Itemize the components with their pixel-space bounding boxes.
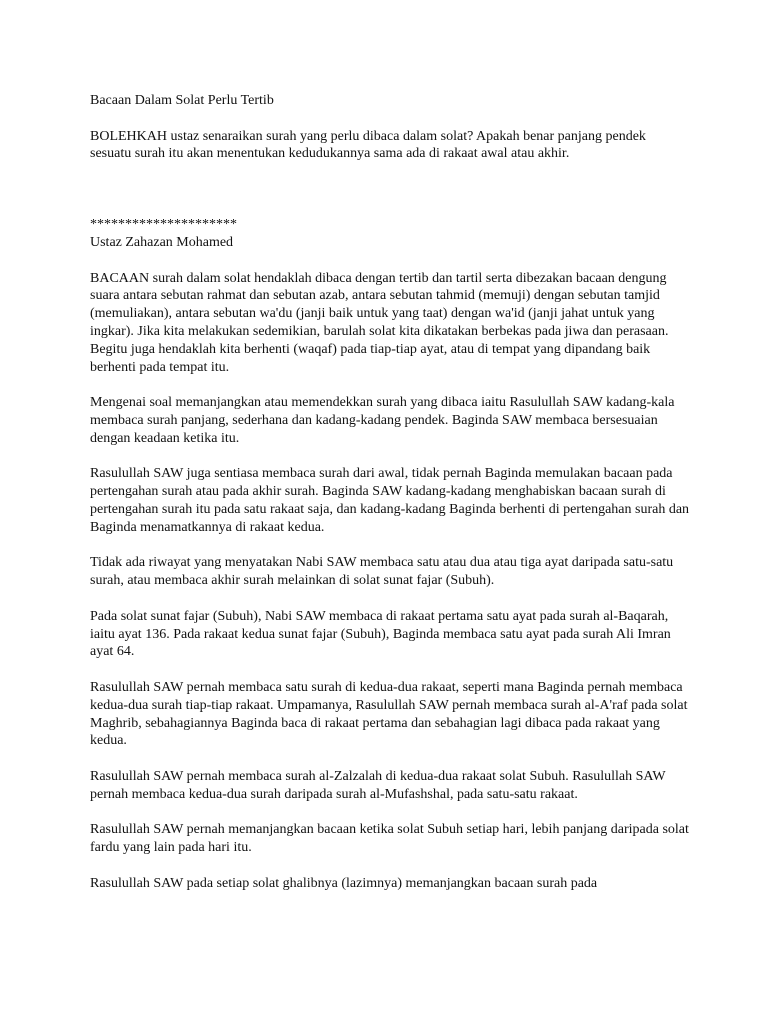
author-name: Ustaz Zahazan Mohamed bbox=[90, 234, 234, 250]
body-paragraph: Rasulullah SAW juga sentiasa membaca surah dari awal, tidak pernah Baginda memulakan bacaan pada pertengahan surah atau pada akhir surah. Baginda SAW kadang-kadang menghabiskan bacaan surah di pertengahan surah itu pada satu rakaat saja, dan kadang-kadang Baginda berhenti di pertengahan surah dan Baginda menamatkannya di rakaat kedua. bbox=[90, 466, 690, 535]
question-paragraph: BOLEHKAH ustaz senaraikan surah yang perlu dibaca dalam solat? Apakah benar panjang pendek sesuatu surah itu akan menentukan kedudukannya sama ada di rakaat awal atau akhir. bbox=[90, 128, 646, 162]
body-paragraph: Begitu juga hendaklah kita berhenti (waqaf) pada tiap-tiap ayat, atau di tempat yang dipandang baik berhenti pada tempat itu. bbox=[90, 341, 651, 375]
body-paragraph: BACAAN surah dalam solat hendaklah dibaca dengan tertib dan tartil serta dibezakan bacaan dengung suara antara sebutan rahmat dan sebutan azab, antara sebutan tahmid (memuji) dengan sebutan tamjid (memuliakan), antara sebutan wa'du (janji baik untuk yang taat) dengan wa'id (janji jahat untuk yang ingkar). Jika kita melakukan sedemikian, barulah solat kita dikatakan berbekas pada jiwa dan perasaan. bbox=[90, 270, 669, 339]
body-paragraph: Rasulullah SAW pernah membaca surah al-Zalzalah di kedua-dua rakaat solat Subuh. Rasulullah SAW pernah membaca kedua-dua surah daripada surah al-Mufashshal, pada satu-satu rakaat. bbox=[90, 768, 666, 802]
separator-line: ********************* bbox=[90, 217, 237, 233]
body-paragraph: Tidak ada riwayat yang menyatakan Nabi SAW membaca satu atau dua atau tiga ayat daripada satu-satu surah, atau membaca akhir surah melainkan di solat sunat fajar (Subuh). bbox=[90, 555, 674, 589]
body-paragraph: Rasulullah SAW pernah membaca satu surah di kedua-dua rakaat, seperti mana Baginda pernah membaca kedua-dua surah tiap-tiap rakaat. Umpamanya, Rasulullah SAW pernah membaca surah al-A'raf pada solat Maghrib, sebahagiannya Baginda baca di rakaat pertama dan sebahagian lagi dibaca pada rakaat yang kedua. bbox=[90, 679, 688, 749]
body-paragraph: Rasulullah SAW pada setiap solat ghalibnya (lazimnya) memanjangkan bacaan surah pada bbox=[90, 875, 598, 891]
body-paragraph: Mengenai soal memanjangkan atau memendekkan surah yang dibaca iaitu Rasulullah SAW kadang-kala membaca surah panjang, sederhana dan kadang-kadang pendek. Baginda SAW membaca bersesuaian dengan keadaan ketika itu. bbox=[90, 395, 675, 446]
body-paragraph: Pada solat sunat fajar (Subuh), Nabi SAW membaca di rakaat pertama satu ayat pada surah al-Baqarah, iaitu ayat 136. Pada rakaat kedua sunat fajar (Subuh), Baginda membaca satu ayat pada surah Ali Imran ayat 64. bbox=[90, 608, 671, 660]
document-body bbox=[90, 92, 690, 892]
document-title: Bacaan Dalam Solat Perlu Tertib bbox=[90, 93, 274, 108]
body-paragraph: Rasulullah SAW pernah memanjangkan bacaan ketika solat Subuh setiap hari, lebih panjang daripada solat fardu yang lain pada hari itu. bbox=[90, 822, 689, 856]
